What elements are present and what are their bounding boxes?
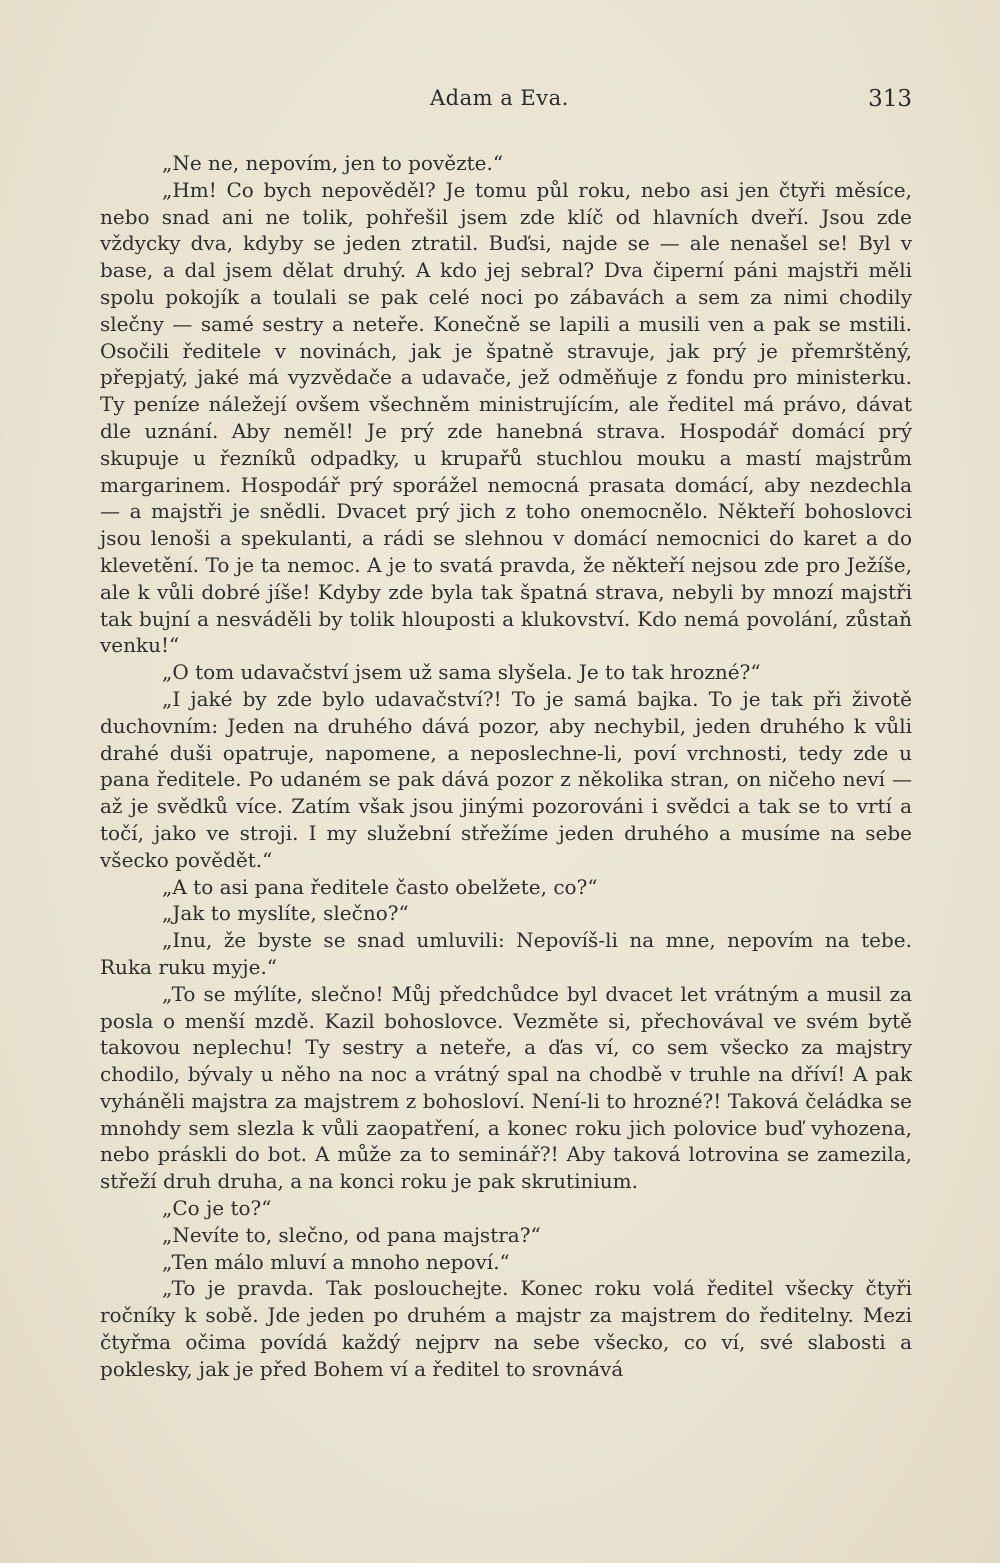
paragraph: „To se mýlíte, slečno! Můj předchůdce byl dvacet let vrátným a musil za posla o menší mzdě. Kazil bohoslovce. Vezměte si, přechovával ve svém bytě takovou neplechu! Ty sestry a neteře, a ďas ví, co sem všecko za majstry chodilo, bývaly u něho na noc a vrátný spal na chodbě v truhle na dříví! A pak vyháněli majstra za majstrem z bohosloví. Není-li to hrozné?! Taková čeládka se mnohdy sem slezla k vůli zaopatření, a konec roku jich polovice buď vyhozena, nebo práskli do bot. A může za to seminář?! Aby taková lotrovina se zamezila, střeží druh druha, a na konci roku je pak skrutinium. xyxy=(100,981,912,1194)
paragraph: „A to asi pana ředitele často obelžete, co?“ xyxy=(162,874,598,899)
paragraph: „Ne ne, nepovím, jen to povězte.“ xyxy=(162,151,504,175)
page-header xyxy=(100,86,912,118)
paragraph: „I jaké by zde bylo udavačství?! To je samá bajka. To je tak při životě duchovním: Jeden na druhého dává pozor, aby nechybil, jeden druhého k vůli drahé duši opatruje, napomene, a neposlechne-li, poví vrchnosti, tedy zde u pana ředitele. Po udaném se pak dává pozor z několika stran, on ničeho neví — až je svědků více. Zatím však jsou jinými pozorováni i svědci a tak se to vrtí a točí, jako ve stroji. I my služební střežíme jeden druhého a musíme na sebe všecko povědět.“ xyxy=(100,686,912,872)
page-number: 313 xyxy=(868,86,912,112)
paragraph: „Ten málo mluví a mnoho nepoví.“ xyxy=(162,1249,510,1274)
paragraph: „Inu, že byste se snad umluvili: Nepovíš-li na mne, nepovím na tebe. Ruka ruku myje.“ xyxy=(100,928,912,979)
paragraph: „Co je to?“ xyxy=(162,1196,272,1221)
paragraph: „Jak to myslíte, slečno?“ xyxy=(162,901,409,926)
body-text xyxy=(100,150,912,1383)
paragraph: „To je pravda. Tak poslouchejte. Konec roku volá ředitel všecky čtyři ročníky k sobě. Jde jeden po druhém a majstr za majstrem do ředitelny. Mezi čtyřma očima povídá každý nejprv na sebe všecko, co ví, své slabosti a poklesky, jak je před Bohem ví a ředitel to srovnává xyxy=(100,1276,912,1381)
paragraph: „O tom udavačství jsem už sama slyšela. Je to tak hrozné?“ xyxy=(162,660,761,685)
running-head: Adam a Eva. xyxy=(430,86,569,110)
paragraph: „Hm! Co bych nepověděl? Je tomu půl roku, nebo asi jen čtyři měsíce, nebo snad ani ne tolik, pohřešil jsem zde klíč od hlavních dveří. Jsou zde vždycky dva, kdyby se jeden ztratil. Buďsi, najde se — ale nenašel se! Byl v base, a dal jsem dělat druhý. A kdo jej sebral? Dva čiperní páni majstři měli spolu pokojík a toulali se pak celé noci po zábavách a sem za nimi chodily slečny — samé sestry a neteře. Konečně se lapili a musili ven a pak se mstili. Osočili ředitele v novinách, jak je špatně stravuje, jak prý je přemrštěný, přepjatý, jaké má vyzvědače a udavače, jež odměňuje z fondu pro ministerku. Ty peníze náležejí ovšem všechněm ministrujícím, ale ředitel má právo, dávat dle uznání. Aby neměl! Je prý zde hanebná strava. Hospodář domácí prý skupuje u řezníků odpadky, u krupařů stuchlou mouku a mastí majstrům margarinem. Hospodář prý sporážel nemocná prasata domácí, aby nezdechla — a majstři je snědli. Dvacet prý jich z toho onemocnělo. Někteří bohoslovci jsou lenoši a spekulanti, a rádi se slehnou v domácí nemocnici do karet a do klevetění. To je ta nemoc. A je to svatá pravda, že někteří nejsou zde pro Ježíše, ale k vůli dobré jíše! Kdyby zde byla tak špatná strava, nebyli by mnozí majstři tak bujní a nesváděli by tolik hlouposti a klukovství. Kdo nemá povolání, zůstaň venku!“ xyxy=(100,177,912,658)
paragraph: „Nevíte to, slečno, od pana majstra?“ xyxy=(162,1222,541,1247)
